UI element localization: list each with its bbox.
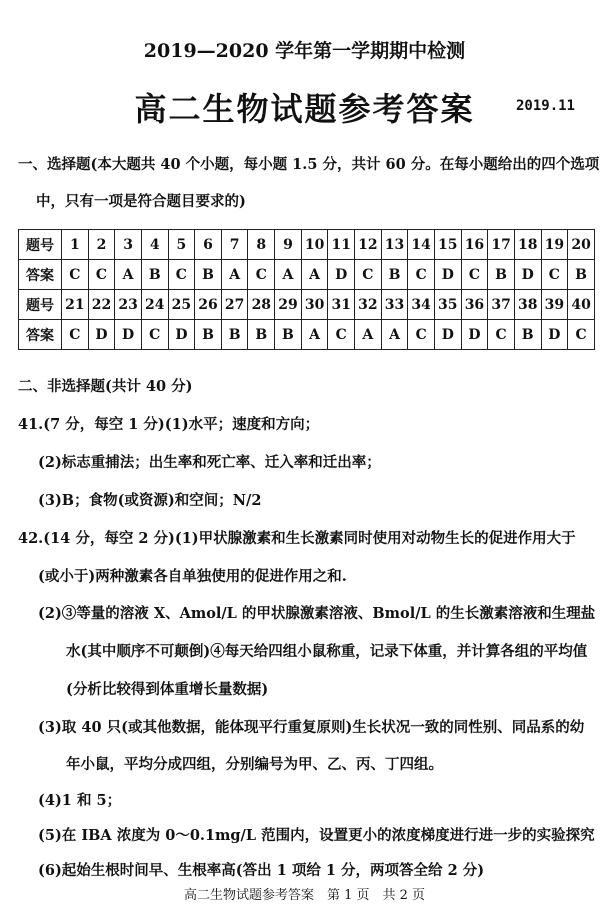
table-cell: 6 — [195, 230, 222, 260]
table-cell: 7 — [221, 230, 248, 260]
table-cell: B — [248, 320, 275, 350]
table-cell: 27 — [221, 290, 248, 320]
table-cell: 10 — [301, 230, 328, 260]
table-cell: 37 — [488, 290, 515, 320]
table-cell: 13 — [381, 230, 408, 260]
table-cell: B — [195, 320, 222, 350]
table-cell: D — [514, 260, 541, 290]
answer-line: (4)1 和 5； — [38, 792, 122, 809]
table-cell: 15 — [434, 230, 461, 260]
table-cell: 18 — [514, 230, 541, 260]
answer-line: (分析比较得到体重增长量数据) — [66, 681, 269, 698]
table-cell: 25 — [168, 290, 195, 320]
row-label: 答案 — [19, 260, 62, 290]
table-cell: 20 — [568, 230, 595, 260]
table-cell: 31 — [328, 290, 355, 320]
table-cell: B — [568, 260, 595, 290]
section1-heading-line1: 一、选择题(本大题共 40 个小题，每小题 1.5 分，共计 60 分。在每小题给出的四个选项 — [18, 156, 600, 173]
answer-line: (3)取 40 只(或其他数据，能体现平行重复原则)生长状况一致的同性别、同品系的幼 — [38, 719, 585, 736]
table-cell: 9 — [275, 230, 302, 260]
table-cell: C — [355, 260, 382, 290]
answer-line: 42.(14 分，每空 2 分)(1)甲状腺激素和生长激素同时使用对动物生长的促进作用大于 — [18, 530, 576, 547]
table-cell: 4 — [141, 230, 168, 260]
table-cell: A — [381, 320, 408, 350]
table-cell: 5 — [168, 230, 195, 260]
table-cell: C — [568, 320, 595, 350]
row-label: 答案 — [19, 320, 62, 350]
table-cell: B — [275, 320, 302, 350]
table-cell: C — [88, 260, 115, 290]
table-cell: B — [221, 320, 248, 350]
table-cell: 32 — [355, 290, 382, 320]
table-cell: C — [248, 260, 275, 290]
table-cell: D — [115, 320, 142, 350]
table-row — [19, 290, 595, 320]
table-cell: 3 — [115, 230, 142, 260]
answer-table — [18, 229, 595, 350]
table-cell: 12 — [355, 230, 382, 260]
table-cell: 2 — [88, 230, 115, 260]
answer-line: (6)起始生根时间早、生根率高(答出 1 项给 1 分，两项答全给 2 分) — [38, 862, 485, 879]
answer-line: 年小鼠，平均分成四组，分别编号为甲、乙、丙、丁四组。 — [66, 756, 443, 773]
document-date: 2019.11 — [515, 98, 575, 114]
answer-line: 水(其中顺序不可颠倒)④每天给四组小鼠称重，记录下体重，并计算各组的平均值 — [66, 643, 588, 660]
table-cell: 28 — [248, 290, 275, 320]
page-title: 高二生物试题参考答案 — [134, 90, 475, 128]
table-cell: B — [488, 260, 515, 290]
table-cell: 1 — [62, 230, 89, 260]
table-cell: 26 — [195, 290, 222, 320]
answer-line: (2)③等量的溶液 X、Amol/L 的甲状腺激素溶液、Bmol/L 的生长激素溶液和生理盐 — [38, 605, 596, 622]
row-label: 题号 — [19, 230, 62, 260]
table-cell: 8 — [248, 230, 275, 260]
table-cell: C — [62, 260, 89, 290]
table-cell: 33 — [381, 290, 408, 320]
table-cell: 11 — [328, 230, 355, 260]
table-cell: 38 — [514, 290, 541, 320]
table-cell: B — [195, 260, 222, 290]
table-cell: C — [408, 260, 435, 290]
table-cell: D — [434, 320, 461, 350]
table-cell: 29 — [275, 290, 302, 320]
table-cell: 30 — [301, 290, 328, 320]
table-cell: C — [141, 320, 168, 350]
row-label: 题号 — [19, 290, 62, 320]
table-cell: 19 — [541, 230, 568, 260]
table-cell: 16 — [461, 230, 488, 260]
table-cell: A — [275, 260, 302, 290]
table-cell: 36 — [461, 290, 488, 320]
table-cell: 21 — [62, 290, 89, 320]
table-cell: 14 — [408, 230, 435, 260]
table-cell: 39 — [541, 290, 568, 320]
table-cell: D — [328, 260, 355, 290]
answer-line: (2)标志重捕法；出生率和死亡率、迁入率和迁出率； — [38, 454, 381, 471]
table-cell: D — [541, 320, 568, 350]
table-cell: 35 — [434, 290, 461, 320]
table-cell: C — [461, 260, 488, 290]
table-cell: C — [328, 320, 355, 350]
page-footer: 高二生物试题参考答案 第 1 页 共 2 页 — [183, 888, 426, 903]
answer-line: (或小于)两种激素各自单独使用的促进作用之和. — [38, 568, 347, 585]
table-cell: C — [62, 320, 89, 350]
table-cell: C — [168, 260, 195, 290]
table-cell: 40 — [568, 290, 595, 320]
answer-line: (3)B；食物(或资源)和空间；N/2 — [38, 492, 262, 509]
table-cell: A — [355, 320, 382, 350]
table-cell: A — [301, 320, 328, 350]
table-cell: 34 — [408, 290, 435, 320]
table-row — [19, 230, 595, 260]
table-cell: A — [221, 260, 248, 290]
table-cell: A — [301, 260, 328, 290]
table-cell: D — [461, 320, 488, 350]
table-cell: 24 — [141, 290, 168, 320]
table-cell: D — [88, 320, 115, 350]
answer-line: (5)在 IBA 浓度为 0～0.1mg/L 范围内，设置更小的浓度梯度进行进一步的实验探究 — [38, 827, 595, 844]
table-cell: C — [488, 320, 515, 350]
table-cell: 23 — [115, 290, 142, 320]
exam-subtitle: 2019—2020 学年第一学期期中检测 — [143, 40, 466, 62]
table-cell: B — [141, 260, 168, 290]
table-cell: 22 — [88, 290, 115, 320]
table-cell: B — [514, 320, 541, 350]
section1-heading-line2: 中，只有一项是符合题目要求的) — [36, 193, 246, 210]
table-cell: C — [408, 320, 435, 350]
table-cell: C — [541, 260, 568, 290]
table-cell: 17 — [488, 230, 515, 260]
table-cell: D — [168, 320, 195, 350]
answer-line: 41.(7 分，每空 1 分)(1)水平；速度和方向； — [18, 416, 320, 433]
table-row — [19, 320, 595, 350]
section2-heading: 二、非选择题(共计 40 分) — [18, 378, 193, 395]
table-cell: A — [115, 260, 142, 290]
table-cell: B — [381, 260, 408, 290]
table-cell: D — [434, 260, 461, 290]
table-row — [19, 260, 595, 290]
